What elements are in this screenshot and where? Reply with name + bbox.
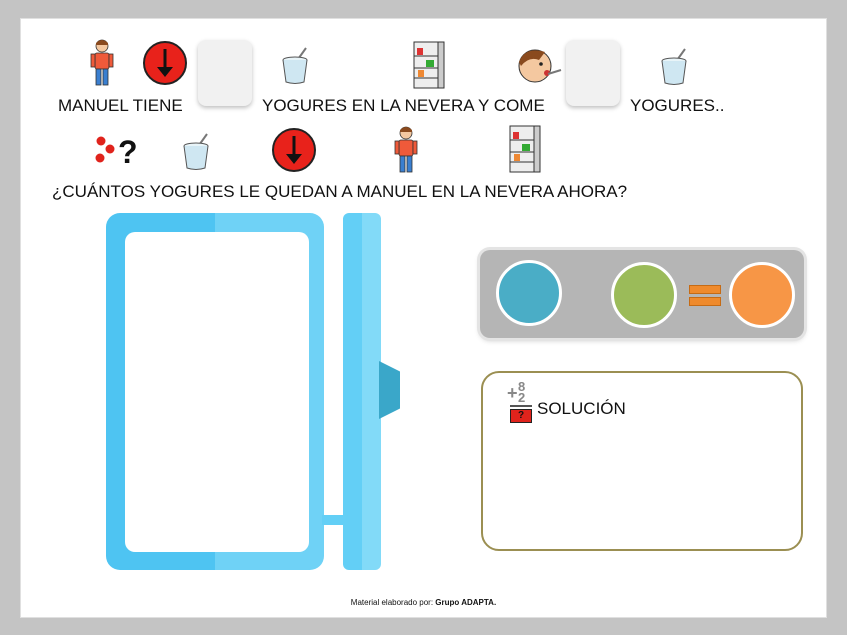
operation-icon-top: 8 (518, 379, 526, 394)
down-arrow-have-icon (142, 40, 188, 86)
sentence-text-yogures-nevera: YOGURES EN LA NEVERA Y COME (262, 96, 545, 115)
fridge-drop-area[interactable] (125, 232, 309, 552)
boy-pictogram-icon (390, 125, 422, 175)
footer-author: Grupo ADAPTA. (435, 598, 497, 607)
footer-prefix: Material elaborado por: (350, 598, 436, 607)
yogurt-icon (181, 132, 211, 172)
fridge-hinge (322, 515, 345, 525)
footer-credit (0, 598, 847, 607)
operand-circle-blue[interactable] (496, 260, 562, 326)
operand-circle-green[interactable] (611, 262, 677, 328)
boy-pictogram-icon (86, 38, 118, 88)
operation-icon-q: ? (510, 409, 532, 423)
down-arrow-remain-icon (271, 127, 317, 173)
yogurt-icon (659, 47, 689, 87)
result-circle-orange[interactable] (729, 262, 795, 328)
solution-label: SOLUCIÓN (537, 399, 626, 418)
yogurt-icon (280, 46, 310, 86)
sentence-text-manuel-tiene: MANUEL TIENE (58, 96, 183, 115)
equals-sign-top (689, 285, 721, 294)
how-many-icon (92, 132, 144, 168)
eating-boy-icon (515, 46, 563, 86)
question-text: ¿CUÁNTOS YOGURES LE QUEDAN A MANUEL EN LA NEVERA AHORA? (52, 182, 628, 201)
operation-icon (507, 379, 535, 425)
operation-icon-plus: + (507, 383, 518, 403)
blank-number-box-2[interactable] (566, 40, 620, 106)
fridge-icon (508, 124, 542, 174)
fridge-icon (412, 40, 446, 90)
blank-number-box-1[interactable] (198, 40, 252, 106)
svg-text:?: ? (118, 134, 138, 168)
sentence-text-yogures: YOGURES.. (630, 96, 725, 115)
fridge-door-right (343, 213, 381, 570)
operation-icon-mid: 2 (518, 390, 526, 405)
equals-sign-bottom (689, 297, 721, 306)
